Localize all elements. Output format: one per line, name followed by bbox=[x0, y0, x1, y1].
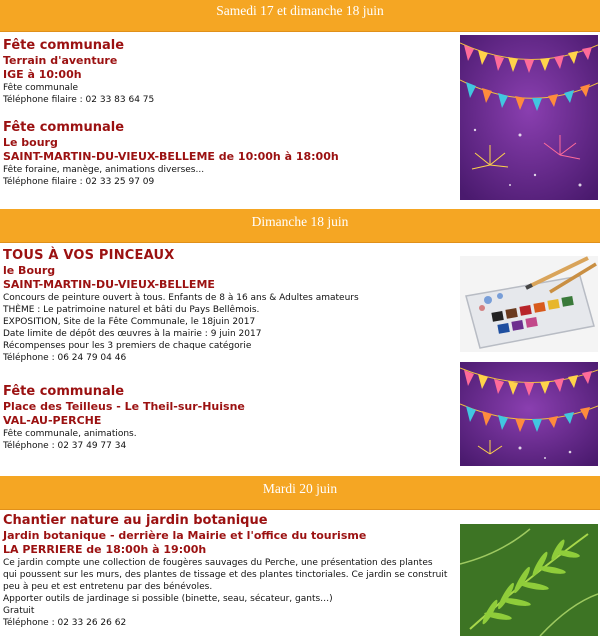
event-title[interactable]: Fête communale bbox=[3, 38, 125, 53]
day-header bbox=[0, 0, 600, 32]
bunting-festival-image bbox=[460, 35, 598, 200]
event-title[interactable]: Fête communale bbox=[3, 384, 125, 399]
event-place-name: IGE à 10:00h bbox=[3, 68, 82, 81]
event-phone: Téléphone filaire : 02 33 25 97 09 bbox=[3, 177, 155, 187]
event-desc-line: Date limite de dépôt des œuvres à la mairie : 9 juin 2017 bbox=[3, 329, 262, 339]
event-phone: Téléphone : 02 33 26 26 62 bbox=[3, 618, 127, 628]
event-desc-line: Concours de peinture ouvert à tous. Enfants de 8 à 16 ans & Adultes amateurs bbox=[3, 293, 359, 303]
event-desc-line: peu à peu et est entretenu par des bénévoles. bbox=[3, 582, 213, 592]
event-place bbox=[3, 68, 448, 82]
event-desc-line: Gratuit bbox=[3, 606, 35, 616]
bunting-festival-image bbox=[460, 362, 598, 466]
event-desc-line: Ce jardin compte une collection de fougères sauvages du Perche, une présentation des plantes bbox=[3, 558, 433, 568]
event-phone: Téléphone : 02 37 49 77 34 bbox=[3, 441, 127, 451]
event-place bbox=[3, 278, 448, 292]
day-header-label: Dimanche 18 juin bbox=[251, 214, 349, 229]
event-place bbox=[3, 543, 448, 557]
event-place-name: VAL-AU-PERCHE bbox=[3, 414, 102, 427]
event-desc-line: Apporter outils de jardinage si possible (binette, seau, sécateur, gants…) bbox=[3, 594, 333, 604]
event-desc-line: Fête communale, animations. bbox=[3, 429, 137, 439]
event-location: Le bourg bbox=[3, 136, 58, 149]
event-place-name: SAINT-MARTIN-DU-VIEUX-BELLEME bbox=[3, 278, 215, 291]
event-title[interactable]: TOUS À VOS PINCEAUX bbox=[3, 248, 175, 263]
fern-image bbox=[460, 524, 598, 636]
event-time: de 18:00h à 19:00h bbox=[82, 543, 207, 556]
event-location: Jardin botanique - derrière la Mairie et l'office du tourisme bbox=[3, 529, 367, 542]
day-header bbox=[0, 209, 600, 243]
event-card bbox=[3, 384, 448, 452]
event-place bbox=[3, 150, 448, 164]
event-phone: Téléphone : 06 24 79 04 46 bbox=[3, 353, 127, 363]
event-card bbox=[3, 513, 448, 629]
event-location: Terrain d'aventure bbox=[3, 54, 118, 67]
event-title[interactable]: Chantier nature au jardin botanique bbox=[3, 513, 268, 528]
event-card bbox=[3, 38, 448, 106]
event-desc-line: Récompenses pour les 3 premiers de chaque catégorie bbox=[3, 341, 252, 351]
event-location: le Bourg bbox=[3, 264, 56, 277]
event-desc-line: THÈME : Le patrimoine naturel et bâti du Pays Bellêmois. bbox=[3, 305, 260, 315]
event-place-name: SAINT-MARTIN-DU-VIEUX-BELLEME bbox=[3, 150, 215, 163]
event-desc-line: Fête communale bbox=[3, 83, 79, 93]
event-place-name: LA PERRIERE bbox=[3, 543, 83, 556]
event-card bbox=[3, 120, 448, 188]
event-desc-line: Fête foraine, manège, animations diverses... bbox=[3, 165, 205, 175]
event-desc-line: EXPOSITION, Site de la Fête Communale, le 18juin 2017 bbox=[3, 317, 256, 327]
event-card bbox=[3, 248, 448, 364]
event-place bbox=[3, 414, 448, 428]
day-header-label: Samedi 17 et dimanche 18 juin bbox=[216, 3, 384, 18]
paint-palette-image bbox=[460, 256, 598, 352]
day-header bbox=[0, 476, 600, 510]
event-location: Place des Teilleus - Le Theil-sur-Huisne bbox=[3, 400, 245, 413]
event-title[interactable]: Fête communale bbox=[3, 120, 125, 135]
event-desc-line: qui poussent sur les murs, des plantes de tissage et des plantes tinctoriales. Ce jardin se construit bbox=[3, 570, 448, 580]
day-header-label: Mardi 20 juin bbox=[262, 481, 338, 496]
event-time: de 10:00h à 18:00h bbox=[214, 150, 339, 163]
event-phone: Téléphone filaire : 02 33 83 64 75 bbox=[3, 95, 155, 105]
